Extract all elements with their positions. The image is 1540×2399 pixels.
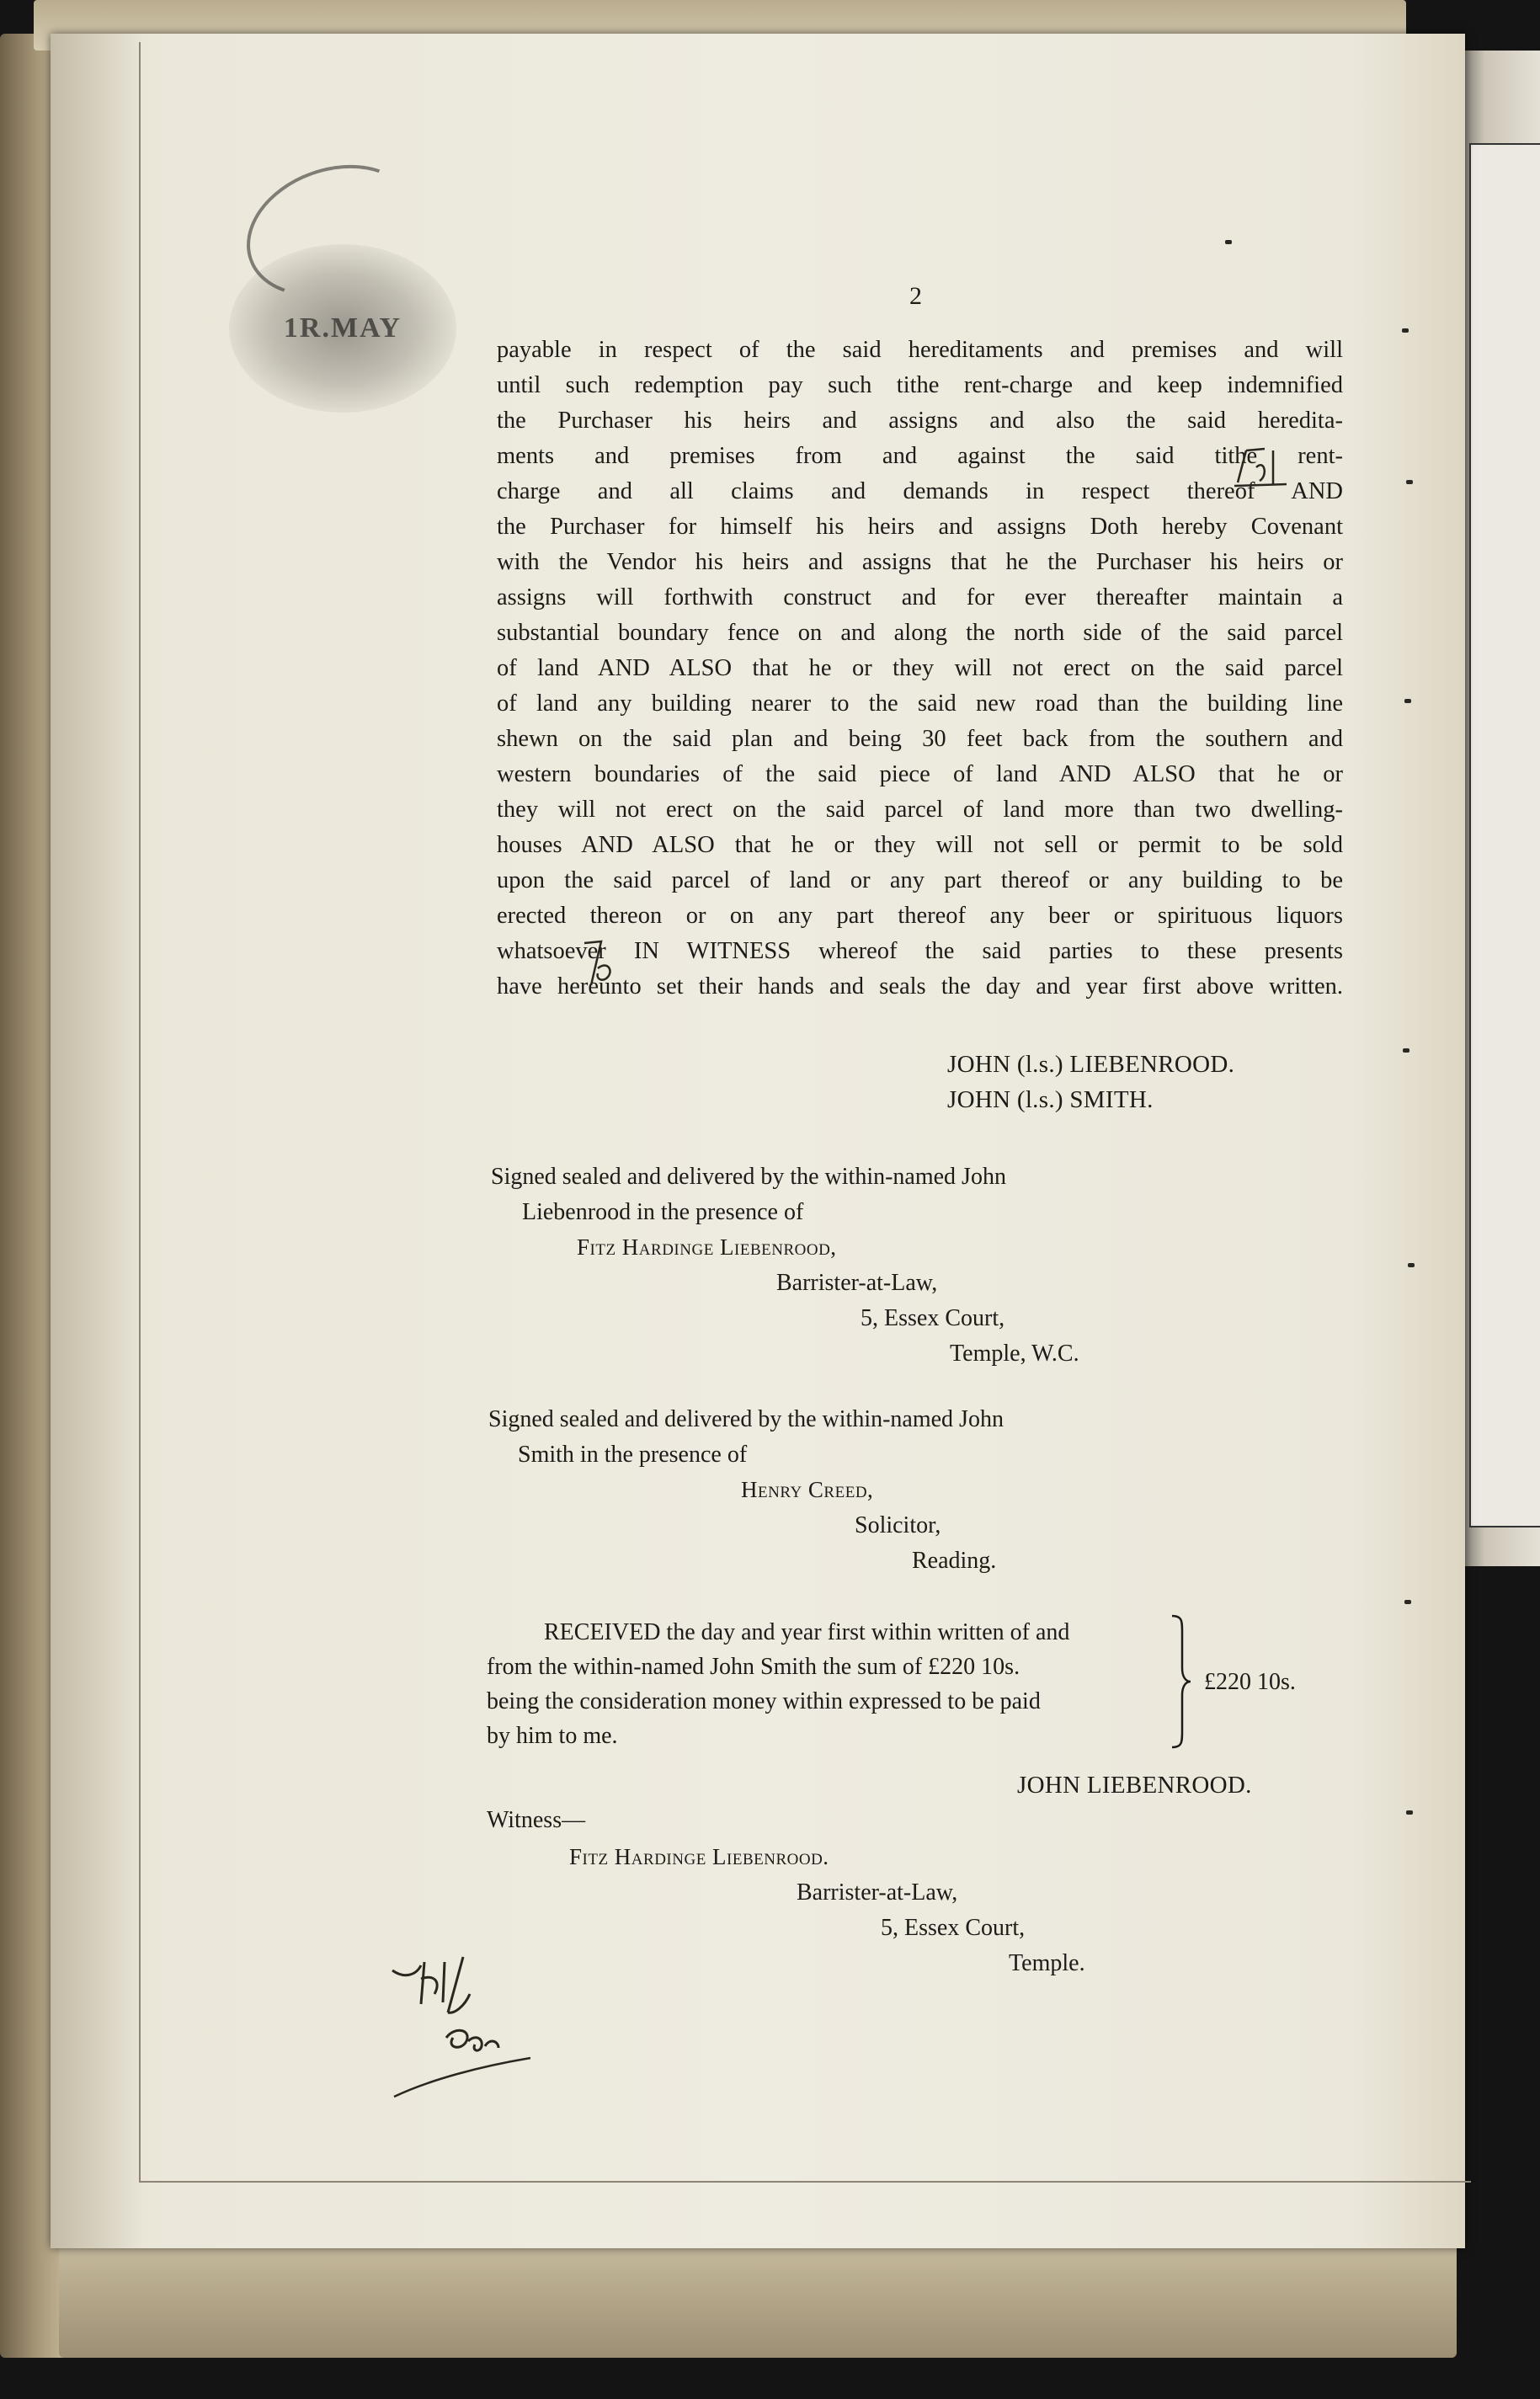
pin-hole <box>1406 1810 1413 1815</box>
receipt-amount: £220 10s. <box>1204 1669 1296 1695</box>
underlying-page-bottom <box>59 2231 1457 2358</box>
receipt-line: being the consideration money within expressed to be paid <box>487 1688 1041 1714</box>
signature-smith: JOHN (l.s.) SMITH. <box>947 1086 1154 1113</box>
body-line: assigns will forthwith construct and for ever thereafter maintain a <box>497 584 1343 610</box>
body-line: have hereunto set their hands and seals the day and year first above written. <box>497 973 1343 1000</box>
attestation2-role: Solicitor, <box>855 1512 941 1538</box>
witness-role: Barrister-at-Law, <box>797 1879 958 1906</box>
handwritten-initials-icon <box>387 1954 539 2105</box>
body-line: upon the said parcel of land or any part thereof or any building to be <box>497 867 1343 893</box>
body-line: ments and premises from and against the said tithe rent- <box>497 443 1343 469</box>
fold-shadow <box>51 34 143 2248</box>
receipt-line: by him to me. <box>487 1723 618 1749</box>
witness-label: Witness— <box>487 1807 586 1833</box>
body-line: with the Vendor his heirs and assigns that he the Purchaser his heirs or <box>497 549 1343 575</box>
pin-hole <box>1404 699 1411 703</box>
body-line: whatsoever IN WITNESS whereof the said parties to these presents <box>497 938 1343 964</box>
witness-address2: Temple. <box>1009 1950 1085 1976</box>
body-line: houses AND ALSO that he or they will not sell or permit to be sold <box>497 832 1343 858</box>
receipt-signature: JOHN LIEBENROOD. <box>1017 1772 1252 1799</box>
right-brace-icon <box>1169 1613 1194 1751</box>
body-line: erected thereon or on any part thereof any beer or spirituous liquors <box>497 903 1343 929</box>
receipt-text <box>487 1615 1164 1753</box>
body-line: of land any building nearer to the said new road than the building line <box>497 690 1343 717</box>
page-number: 2 <box>909 282 922 310</box>
attestation1-address1: 5, Essex Court, <box>861 1305 1005 1331</box>
body-line: until such redemption pay such tithe rent-charge and keep indemnified <box>497 372 1343 398</box>
attestation1-line2: Liebenrood in the presence of <box>522 1199 804 1225</box>
underlying-sheet-right <box>1469 143 1540 1527</box>
witness-name: Fitz Hardinge Liebenrood. <box>569 1844 829 1869</box>
witness-address1: 5, Essex Court, <box>881 1915 1026 1941</box>
attestation2-line2: Smith in the presence of <box>518 1442 748 1468</box>
attestation2-witness: Henry Creed, <box>741 1477 874 1502</box>
body-line: they will not erect on the said parcel of land more than two dwelling- <box>497 797 1343 823</box>
pin-hole <box>1406 480 1413 484</box>
pin-hole <box>1404 1600 1411 1604</box>
attestation1-role: Barrister-at-Law, <box>776 1270 938 1296</box>
signature-liebenrood: JOHN (l.s.) LIEBENROOD. <box>947 1051 1235 1078</box>
deed-body-text <box>497 333 1343 1005</box>
attestation2-address: Reading. <box>912 1548 997 1574</box>
body-line: western boundaries of the said piece of land AND ALSO that he or <box>497 761 1343 787</box>
body-line: substantial boundary fence on and along the north side of the said parcel <box>497 620 1343 646</box>
receipt-line: from the within-named John Smith the sum of £220 10s. <box>487 1654 1020 1680</box>
attestation1-line1: Signed sealed and delivered by the within-named John <box>491 1164 1006 1190</box>
body-line: shewn on the said plan and being 30 feet back from the southern and <box>497 726 1343 752</box>
handwritten-mark-icon <box>573 935 631 994</box>
handwritten-mark-icon <box>1231 442 1290 493</box>
receipt-line: RECEIVED the day and year first within written of and <box>544 1619 1070 1645</box>
attestation2-line1: Signed sealed and delivered by the within-named John <box>488 1406 1004 1432</box>
pin-hole <box>1403 1048 1409 1053</box>
pin-hole <box>1225 240 1232 244</box>
body-line: the Purchaser his heirs and assigns and also the said heredita- <box>497 408 1343 434</box>
body-line: the Purchaser for himself his heirs and assigns Doth hereby Covenant <box>497 514 1343 540</box>
body-line: charge and all claims and demands in respect thereof AND <box>497 478 1343 504</box>
body-line: payable in respect of the said hereditaments and premises and will <box>497 337 1343 363</box>
pin-hole <box>1402 328 1409 333</box>
attestation1-witness: Fitz Hardinge Liebenrood, <box>577 1234 837 1260</box>
pin-hole <box>1408 1263 1415 1267</box>
attestation1-address2: Temple, W.C. <box>950 1341 1079 1367</box>
ink-stamp: 1R.MAY <box>229 244 456 413</box>
body-line: of land AND ALSO that he or they will not erect on the said parcel <box>497 655 1343 681</box>
